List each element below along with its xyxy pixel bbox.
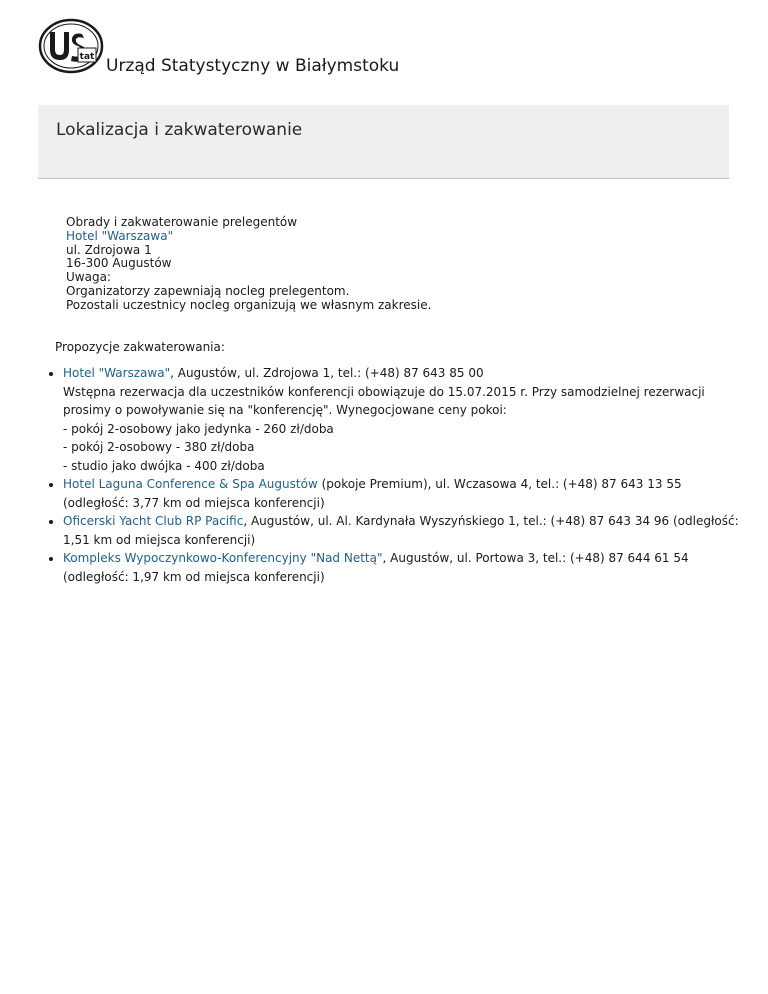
intro-city: 16-300 Augustów [66,256,172,271]
list-item-line: (odległość: 3,77 km od miejsca konferencji) [63,495,325,510]
list-item-line: - pokój 2-osobowy - 380 zł/doba [63,440,255,454]
list-item-line: Wstępna rezerwacja dla uczestników konferencji obowiązuje do 15.07.2015 r. Przy samodzielnej rezerwacji [63,384,705,399]
page-title: Lokalizacja i zakwaterowanie [56,120,303,140]
intro-note-label: Uwaga: [66,270,111,285]
hotel-warszawa-link[interactable]: Hotel "Warszawa" [63,366,171,380]
intro-heading: Obrady i zakwaterowanie prelegentów [66,215,298,229]
list-item-line: - pokój 2-osobowy jako jedynka - 260 zł/doba [63,421,334,436]
list-item-line: - studio jako dwójka - 400 zł/doba [63,458,265,473]
site-title[interactable]: Urząd Statystyczny w Białymstoku [106,56,400,76]
list-item-line: 1,51 km od miejsca konferencji) [63,532,256,547]
page-header [38,18,738,78]
nad-netta-link[interactable]: Kompleks Wypoczynkowo-Konferencyjny "Nad Nettą" [63,551,383,565]
intro-street: ul. Zdrojowa 1 [66,242,152,257]
list-item-text: , Augustów, ul. Portowa 3, tel.: (+48) 87 644 61 54 [382,551,689,565]
yacht-club-link[interactable]: Oficerski Yacht Club RP Pacific [63,514,244,528]
list-item [63,364,753,475]
list-item-line: prosimy o powoływanie się na "konferencję". Wynegocjowane ceny pokoi: [63,403,507,417]
list-item-text: (pokoje Premium), ul. Wczasowa 4, tel.: (+48) 87 643 13 55 [317,477,682,491]
list-item [63,549,753,586]
proposals-label: Propozycje zakwaterowania: [55,340,225,354]
intro-note-2: Pozostali uczestnicy nocleg organizują we własnym zakresie. [66,297,432,312]
section-header [38,105,729,179]
intro-block [66,216,706,313]
list-item-text: , Augustów, ul. Zdrojowa 1, tel.: (+48) 87 643 85 00 [170,366,484,380]
list-item [63,512,753,549]
ustat-logo[interactable] [38,18,104,74]
intro-hotel-link[interactable]: Hotel "Warszawa" [66,228,174,243]
logo-text: tat [79,52,95,62]
hotel-laguna-link[interactable]: Hotel Laguna Conference & Spa Augustów [63,477,318,491]
list-item-line: (odległość: 1,97 km od miejsca konferencji) [63,569,325,584]
accommodation-list [23,364,753,586]
list-item-text: , Augustów, ul. Al. Kardynała Wyszyńskiego 1, tel.: (+48) 87 643 34 96 (odległość: [243,514,739,528]
list-item [63,475,753,512]
intro-note-1: Organizatorzy zapewniają nocleg prelegentom. [66,283,350,298]
